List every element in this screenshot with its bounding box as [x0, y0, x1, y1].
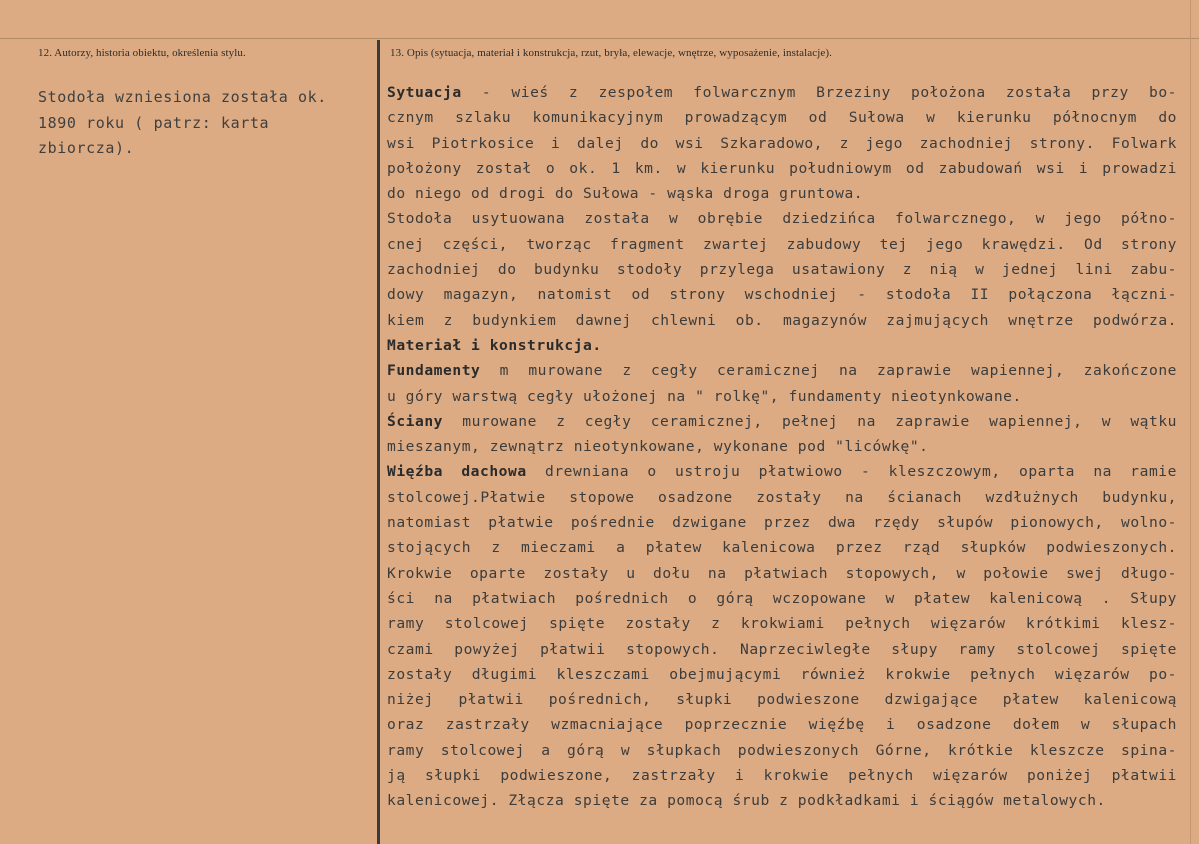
line-text: u góry warstwą cegły ułożonej na " rolkę", fundamenty nieotynkowane. [387, 387, 1022, 405]
line-text: - wieś z zespołem folwarcznym Brzeziny położona została przy bo- [461, 84, 1177, 101]
description-line [387, 434, 1177, 459]
description-line [387, 586, 1177, 611]
line-text: cznym szlaku komunikacyjnym prowadzącym od Sułowa w kierunku północnym do [387, 109, 1177, 127]
line-text: cnej części, tworząc fragment zwartej zabudowy tej jego krawędzi. Od strony [387, 235, 1177, 253]
line-text: stolcowej.Płatwie stopowe osadzone zostały na ścianach wzdłużnych budynku, [387, 488, 1177, 506]
line-text: kalenicowej. Złącza spięte za pomocą śrub z podkładkami i ściągów metalowych. [387, 792, 1106, 810]
description-line [387, 687, 1177, 712]
description-line [387, 535, 1177, 560]
card-edge [1190, 0, 1191, 844]
bold-term: Materiał i konstrukcja. [387, 336, 602, 354]
description-line [387, 156, 1177, 181]
bold-term: Fundamenty [387, 362, 481, 380]
description-line [387, 611, 1177, 636]
section-13-heading: 13. Opis (sytuacja, materiał i konstrukcja, rzut, bryła, elewacje, wnętrze, wyposażenie, instalacje). [390, 47, 832, 59]
section-12-heading: 12. Autorzy, historia obiektu, określenia stylu. [38, 47, 246, 59]
description-line [387, 409, 1177, 434]
bold-term: Więźba dachowa [387, 463, 527, 481]
description-line [387, 358, 1177, 383]
history-line: 1890 roku ( patrz: karta [38, 113, 270, 132]
description-line [387, 738, 1177, 763]
line-text: Krokwie oparte zostały u dołu na płatwiach stopowych, w połowie swej długo- [387, 564, 1177, 582]
column-divider [377, 40, 380, 844]
description-line [387, 105, 1177, 130]
history-line: Stodoła wzniesiona została ok. [38, 88, 327, 106]
line-text: zachodniej do budynku stodoły przylega usatawiony z nią w jednej lini zabu- [387, 261, 1177, 279]
header-rule [0, 38, 1199, 39]
line-text: natomiast płatwie pośrednie dzwigane przez dwa rzędy słupów pionowych, wolno- [387, 514, 1177, 532]
description-line [387, 333, 1177, 358]
line-text: położony został o ok. 1 km. w kierunku południowym od zabudowań wsi i prowadzi [387, 159, 1177, 177]
line-text: niżej płatwii pośrednich, słupki podwieszone dzwigające płatew kalenicową [387, 691, 1177, 709]
line-text: drewniana o ustroju płatwiowo - kleszczowym, oparta na ramie [526, 463, 1177, 481]
line-text: dowy magazyn, natomist od strony wschodniej - stodoła II połączona łączni- [387, 286, 1177, 304]
description-line [387, 384, 1177, 409]
description-line [387, 485, 1177, 510]
description-line [387, 80, 1177, 105]
line-text: czami powyżej płatwii stopowych. Naprzeciwległe słupy ramy stolcowej spięte [387, 640, 1177, 658]
line-text: mieszanym, zewnątrz nieotynkowane, wykonane pod "licówkę". [387, 438, 929, 456]
description-line [387, 637, 1177, 662]
line-text: m murowane z cegły ceramicznej na zaprawie wapiennej, zakończone [480, 362, 1177, 380]
line-text: ramy stolcowej spięte zostały z krokwiami pełnych więzarów krótkimi klesz- [387, 615, 1177, 633]
description-line [387, 181, 1177, 206]
line-text: zostały długimi kleszczami obejmującymi również krokwie pełnych więzarów po- [387, 665, 1177, 683]
description-line [387, 788, 1177, 813]
description-line [387, 763, 1177, 788]
line-text: ją słupki podwieszone, zastrzały i krokwie pełnych więzarów poniżej płatwii [387, 767, 1177, 785]
line-text: kiem z budynkiem dawnej chlewni ob. magazynów zajmujących wnętrze podwórza. [387, 311, 1177, 329]
bold-term: Ściany [387, 412, 444, 430]
description-line [387, 510, 1177, 535]
description-text [387, 80, 1177, 814]
line-text: murowane z cegły ceramicznej, pełnej na zaprawie wapiennej, w wątku [443, 412, 1177, 430]
description-line [387, 712, 1177, 737]
line-text: stojących z mieczami a płatew kalenicowa przez rząd słupków podwieszonych. [387, 539, 1177, 557]
line-text: do niego od drogi do Sułowa - wąska droga gruntowa. [387, 185, 864, 203]
description-line [387, 561, 1177, 586]
line-text: ramy stolcowej a górą w słupkach podwieszonych Górne, krótkie kleszcze spina- [387, 741, 1177, 759]
history-line: zbiorcza). [38, 139, 135, 157]
line-text: Stodoła usytuowana została w obrębie dziedzińca folwarcznego, w jego półno- [387, 210, 1177, 228]
description-line [387, 206, 1177, 231]
description-line [387, 459, 1177, 484]
description-line [387, 232, 1177, 257]
description-line [387, 131, 1177, 156]
line-text: wsi Piotrkosice i dalej do wsi Szkaradowo, z jego zachodniej strony. Folwark [387, 134, 1177, 152]
history-text [38, 85, 368, 162]
description-line [387, 257, 1177, 282]
description-line [387, 282, 1177, 307]
description-line [387, 662, 1177, 687]
line-text: oraz zastrzały wzmacniające poprzecznie więźbę i osadzone dołem w słupach [387, 716, 1177, 734]
line-text: ści na płatwiach pośrednich o górą wczopowane w płatew kalenicową . Słupy [387, 589, 1177, 607]
bold-term: Sytuacja [387, 84, 462, 101]
description-line [387, 308, 1177, 333]
